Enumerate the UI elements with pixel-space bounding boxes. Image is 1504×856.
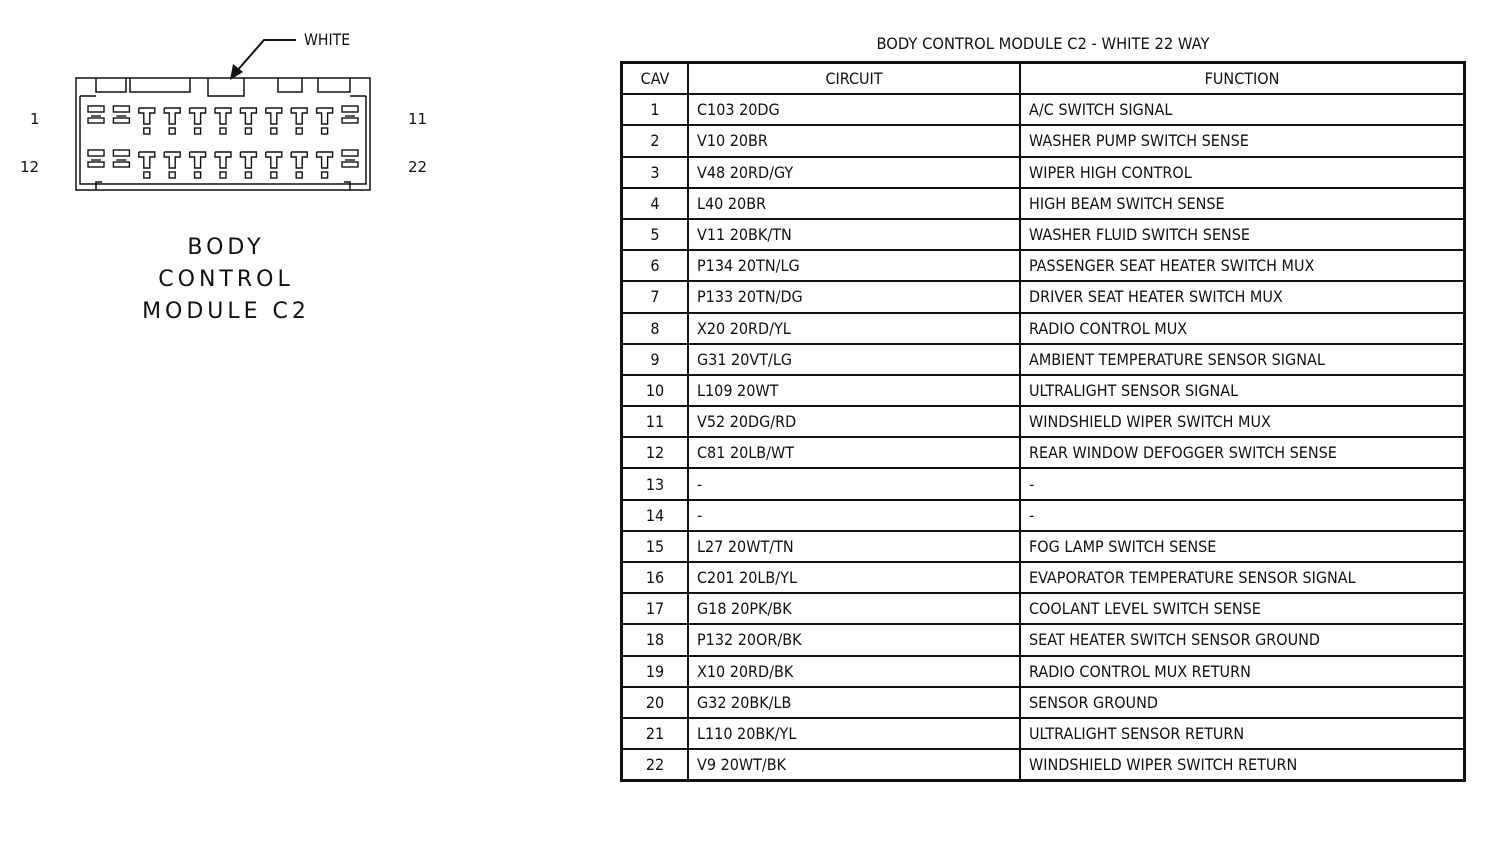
cav-cell: 2 — [622, 125, 689, 156]
function-cell: SENSOR GROUND — [1020, 687, 1465, 718]
function-cell: RADIO CONTROL MUX RETURN — [1020, 656, 1465, 687]
header-function: FUNCTION — [1020, 63, 1465, 95]
cav-cell: 9 — [622, 344, 689, 375]
table-row — [622, 219, 1465, 250]
circuit-cell: P134 20TN/LG — [688, 250, 1020, 281]
function-cell: EVAPORATOR TEMPERATURE SENSOR SIGNAL — [1020, 562, 1465, 593]
pin-cavity — [291, 108, 307, 134]
table-title: BODY CONTROL MODULE C2 - WHITE 22 WAY — [876, 34, 1210, 53]
table-row — [622, 468, 1465, 499]
connector-name-line-2: CONTROL — [158, 267, 294, 292]
cav-cell: 22 — [622, 749, 689, 781]
table-row — [622, 375, 1465, 406]
pin-label-11: 11 — [408, 110, 428, 128]
circuit-cell: G32 20BK/LB — [688, 687, 1020, 718]
function-cell: A/C SWITCH SIGNAL — [1020, 94, 1465, 125]
pin-cavity — [240, 152, 256, 178]
table-row — [622, 406, 1465, 437]
cav-cell: 11 — [622, 406, 689, 437]
pin-cavity — [139, 152, 155, 178]
table-row — [622, 125, 1465, 156]
cav-cell: 8 — [622, 313, 689, 344]
pin-cavity — [291, 152, 307, 178]
pin-cavity — [88, 106, 104, 123]
connector-diagram — [0, 0, 600, 856]
table-row — [622, 157, 1465, 188]
pin-cavity — [215, 152, 231, 178]
pin-cavity — [190, 152, 206, 178]
table-row — [622, 94, 1465, 125]
table-row — [622, 500, 1465, 531]
circuit-cell: L40 20BR — [688, 188, 1020, 219]
circuit-cell: V11 20BK/TN — [688, 219, 1020, 250]
pin-cavity — [342, 150, 358, 167]
cav-cell: 18 — [622, 624, 689, 655]
cav-cell: 3 — [622, 157, 689, 188]
circuit-cell: P133 20TN/DG — [688, 281, 1020, 312]
circuit-cell: V9 20WT/BK — [688, 749, 1020, 781]
cav-cell: 4 — [622, 188, 689, 219]
table-row — [622, 718, 1465, 749]
function-cell: WASHER PUMP SWITCH SENSE — [1020, 125, 1465, 156]
pin-cavity — [164, 152, 180, 178]
circuit-cell: L27 20WT/TN — [688, 531, 1020, 562]
function-cell: WASHER FLUID SWITCH SENSE — [1020, 219, 1465, 250]
circuit-cell: C201 20LB/YL — [688, 562, 1020, 593]
circuit-cell: V10 20BR — [688, 125, 1020, 156]
pin-cavity — [342, 106, 358, 123]
circuit-cell: C81 20LB/WT — [688, 437, 1020, 468]
cav-cell: 1 — [622, 94, 689, 125]
table-row — [622, 531, 1465, 562]
function-cell: ULTRALIGHT SENSOR RETURN — [1020, 718, 1465, 749]
header-cav: CAV — [622, 63, 689, 95]
circuit-cell: P132 20OR/BK — [688, 624, 1020, 655]
function-cell: WINDSHIELD WIPER SWITCH MUX — [1020, 406, 1465, 437]
pin-cavity — [317, 152, 333, 178]
table-row — [622, 344, 1465, 375]
circuit-cell: X20 20RD/YL — [688, 313, 1020, 344]
function-cell: - — [1020, 468, 1465, 499]
function-cell: SEAT HEATER SWITCH SENSOR GROUND — [1020, 624, 1465, 655]
circuit-cell: - — [688, 468, 1020, 499]
table-row — [622, 313, 1465, 344]
pin-cavity — [88, 150, 104, 167]
pin-label-1: 1 — [30, 110, 40, 128]
pin-cavity — [164, 108, 180, 134]
table-row — [622, 687, 1465, 718]
circuit-cell: G31 20VT/LG — [688, 344, 1020, 375]
function-cell: HIGH BEAM SWITCH SENSE — [1020, 188, 1465, 219]
table-row — [622, 749, 1465, 781]
table-row — [622, 281, 1465, 312]
function-cell: WINDSHIELD WIPER SWITCH RETURN — [1020, 749, 1465, 781]
function-cell: - — [1020, 500, 1465, 531]
connector-name-line-1: BODY — [187, 235, 265, 260]
table-row — [622, 250, 1465, 281]
table-row — [622, 593, 1465, 624]
connector-pins — [88, 106, 358, 178]
function-cell: WIPER HIGH CONTROL — [1020, 157, 1465, 188]
pinout-table — [620, 61, 1466, 782]
table-row — [622, 188, 1465, 219]
circuit-cell: L110 20BK/YL — [688, 718, 1020, 749]
color-leader-arrow — [236, 40, 296, 72]
table-row — [622, 562, 1465, 593]
cav-cell: 15 — [622, 531, 689, 562]
function-cell: RADIO CONTROL MUX — [1020, 313, 1465, 344]
table-row — [622, 624, 1465, 655]
cav-cell: 6 — [622, 250, 689, 281]
cav-cell: 7 — [622, 281, 689, 312]
function-cell: REAR WINDOW DEFOGGER SWITCH SENSE — [1020, 437, 1465, 468]
table-row — [622, 656, 1465, 687]
header-circuit: CIRCUIT — [688, 63, 1020, 95]
pin-label-22: 22 — [408, 158, 428, 176]
circuit-cell: C103 20DG — [688, 94, 1020, 125]
cav-cell: 12 — [622, 437, 689, 468]
pin-cavity — [215, 108, 231, 134]
pin-label-12: 12 — [20, 158, 40, 176]
cav-cell: 14 — [622, 500, 689, 531]
table-row — [622, 437, 1465, 468]
cav-cell: 19 — [622, 656, 689, 687]
function-cell: AMBIENT TEMPERATURE SENSOR SIGNAL — [1020, 344, 1465, 375]
cav-cell: 20 — [622, 687, 689, 718]
table-header-row — [622, 63, 1465, 95]
pin-cavity — [317, 108, 333, 134]
pin-cavity — [240, 108, 256, 134]
connector-name-line-3: MODULE C2 — [142, 299, 310, 324]
circuit-cell: L109 20WT — [688, 375, 1020, 406]
function-cell: PASSENGER SEAT HEATER SWITCH MUX — [1020, 250, 1465, 281]
function-cell: ULTRALIGHT SENSOR SIGNAL — [1020, 375, 1465, 406]
function-cell: DRIVER SEAT HEATER SWITCH MUX — [1020, 281, 1465, 312]
pin-cavity — [266, 152, 282, 178]
connector-color-label: WHITE — [304, 30, 351, 49]
pin-cavity — [139, 108, 155, 134]
function-cell: FOG LAMP SWITCH SENSE — [1020, 531, 1465, 562]
cav-cell: 5 — [622, 219, 689, 250]
cav-cell: 21 — [622, 718, 689, 749]
circuit-cell: G18 20PK/BK — [688, 593, 1020, 624]
pin-cavity — [113, 150, 129, 167]
cav-cell: 13 — [622, 468, 689, 499]
circuit-cell: V52 20DG/RD — [688, 406, 1020, 437]
cav-cell: 17 — [622, 593, 689, 624]
cav-cell: 10 — [622, 375, 689, 406]
circuit-cell: V48 20RD/GY — [688, 157, 1020, 188]
pin-cavity — [266, 108, 282, 134]
circuit-cell: - — [688, 500, 1020, 531]
function-cell: COOLANT LEVEL SWITCH SENSE — [1020, 593, 1465, 624]
pin-cavity — [113, 106, 129, 123]
circuit-cell: X10 20RD/BK — [688, 656, 1020, 687]
cav-cell: 16 — [622, 562, 689, 593]
pin-cavity — [190, 108, 206, 134]
